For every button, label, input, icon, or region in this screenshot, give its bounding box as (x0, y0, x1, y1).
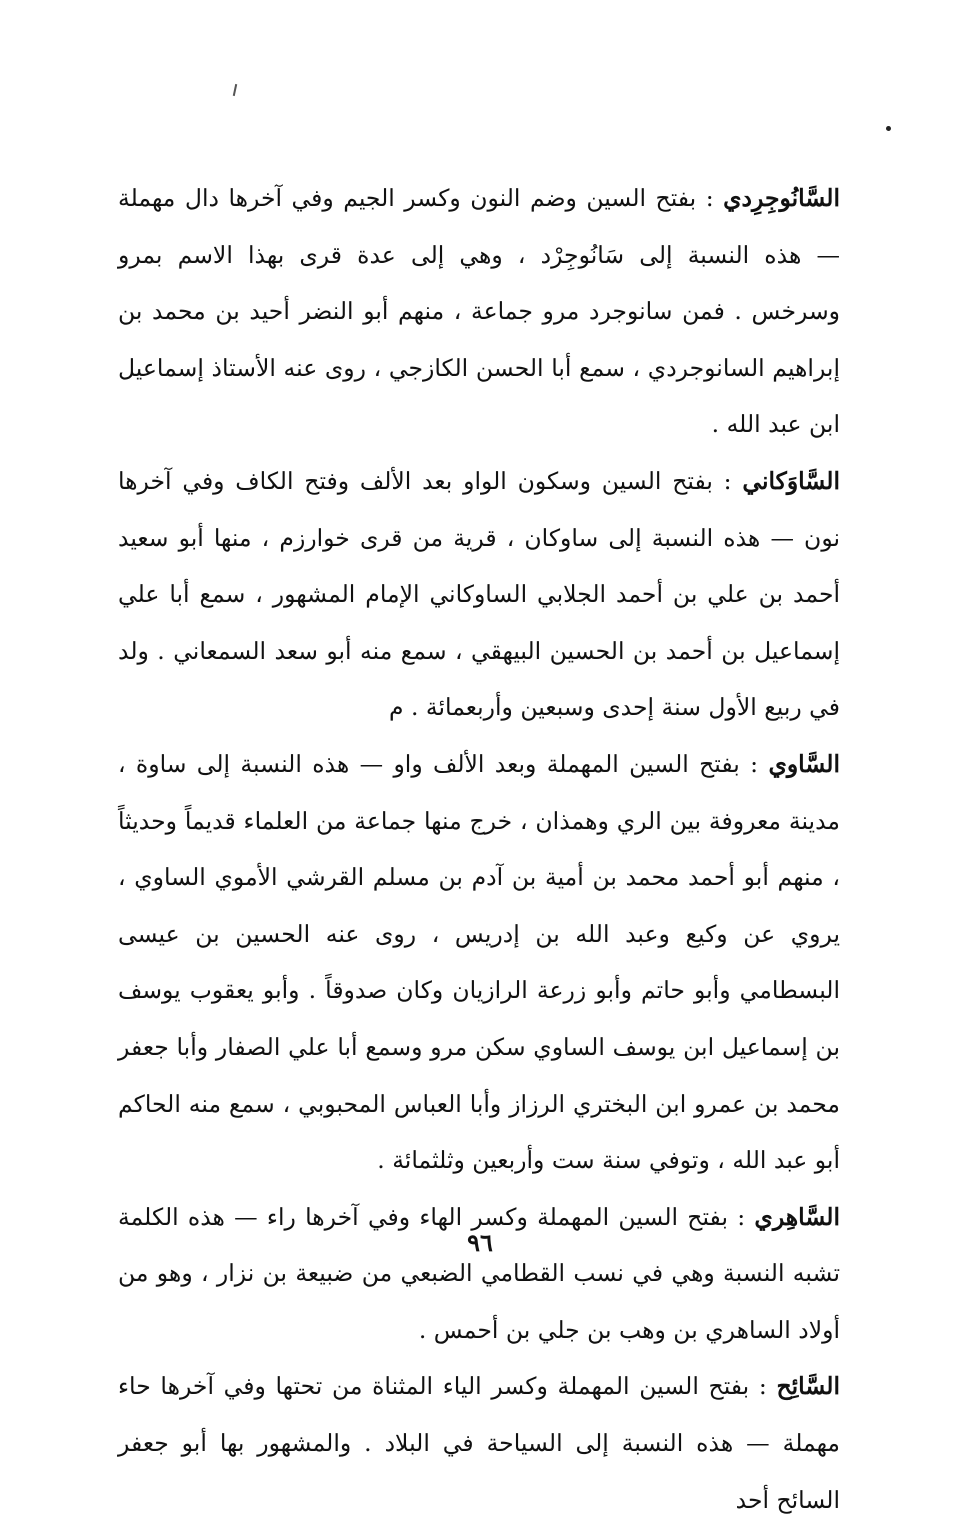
headword: السَّاوَكاني (742, 466, 840, 495)
scan-dot (886, 126, 891, 131)
entry-sawakani (118, 453, 840, 736)
entry-body: : بفتح السين وسكون الواو بعد الألف وفتح الكاف وفي آخرها نون — هذه النسبة إلى ساوكان ، قرية من قرى خوارزم ، منها أبو سعيد أحمد بن علي بن أحمد الجلابي الساوكاني الإمام المشهور ، سمع أبا علي إسماعيل بن أحمد بن الحسين البيهقي ، سمع منه أبو سعد السمعاني . ولد في ربيع الأول سنة إحدى وسبعين وأربعمائة . م (118, 466, 840, 722)
entry-body: : بفتح السين المهملة وكسر الهاء وفي آخرها راء — هذه الكلمة تشبه النسبة وهي في نسب القطامي الضبعي من ضبيعة بن نزار ، وهو من أولاد الساهري بن وهب بن جلي بن أحمس . (118, 1202, 840, 1344)
entry-sahiri (118, 1189, 840, 1359)
entry-body: : بفتح السين المهملة وكسر الياء المثناة من تحتها وفي آخرها حاء مهملة — هذه النسبة إلى السياحة في البلاد . والمشهور بها أبو جعفر السائح أحد (118, 1372, 840, 1514)
headword: السَّائِح (776, 1372, 840, 1401)
entry-saih (118, 1358, 840, 1528)
headword: السَّانُوجِرِدي (723, 184, 840, 212)
scan-mark (233, 84, 237, 96)
entry-sawi (118, 736, 840, 1189)
entry-body: : بفتح السين المهملة وبعد الألف واو — هذه النسبة إلى ساوة ، مدينة معروفة بين الري وهمذان ، خرج منها جماعة من العلماء قديماً وحديثاً ، منهم أبو أحمد محمد بن أمية بن آدم بن مسلم القرشي الأموي الساوي ، يروي عن وكيع وعبد الله بن إدريس ، روى عنه الحسين بن عيسى البسطامي وأبو حاتم وأبو زرعة الرازيان وكان صدوقاً . وأبو يعقوب يوسف بن إسماعيل ابن يوسف الساوي سكن مرو وسمع أبا علي الصفار وأبا جعفر محمد بن عمرو ابن البختري الرزاز وأبا العباس المحبوبي ، سمع منه الحاكم أبو عبد الله ، وتوفي سنة ست وأربعين وثلثمائة . (118, 749, 840, 1175)
entry-body: : بفتح السين وضم النون وكسر الجيم وفي آخرها دال مهملة — هذه النسبة إلى سَانُوجِرْد ، وهي إلى عدة قرى بهذا الاسم بمرو وسرخس . فمن سانوجرد مرو جماعة ، منهم أبو النضر أحيد بن محمد بن إبراهيم السانوجردي ، سمع أبا الحسن الكازجي ، روى عنه الأستاذ إسماعيل ابن عبد الله . (118, 184, 840, 439)
entry-sanujirdi (118, 170, 840, 453)
headword: السَّاهِري (754, 1202, 840, 1231)
page-number: ٩٦ (467, 1228, 493, 1257)
main-text (118, 170, 840, 1528)
headword: السَّاوي (768, 749, 840, 778)
